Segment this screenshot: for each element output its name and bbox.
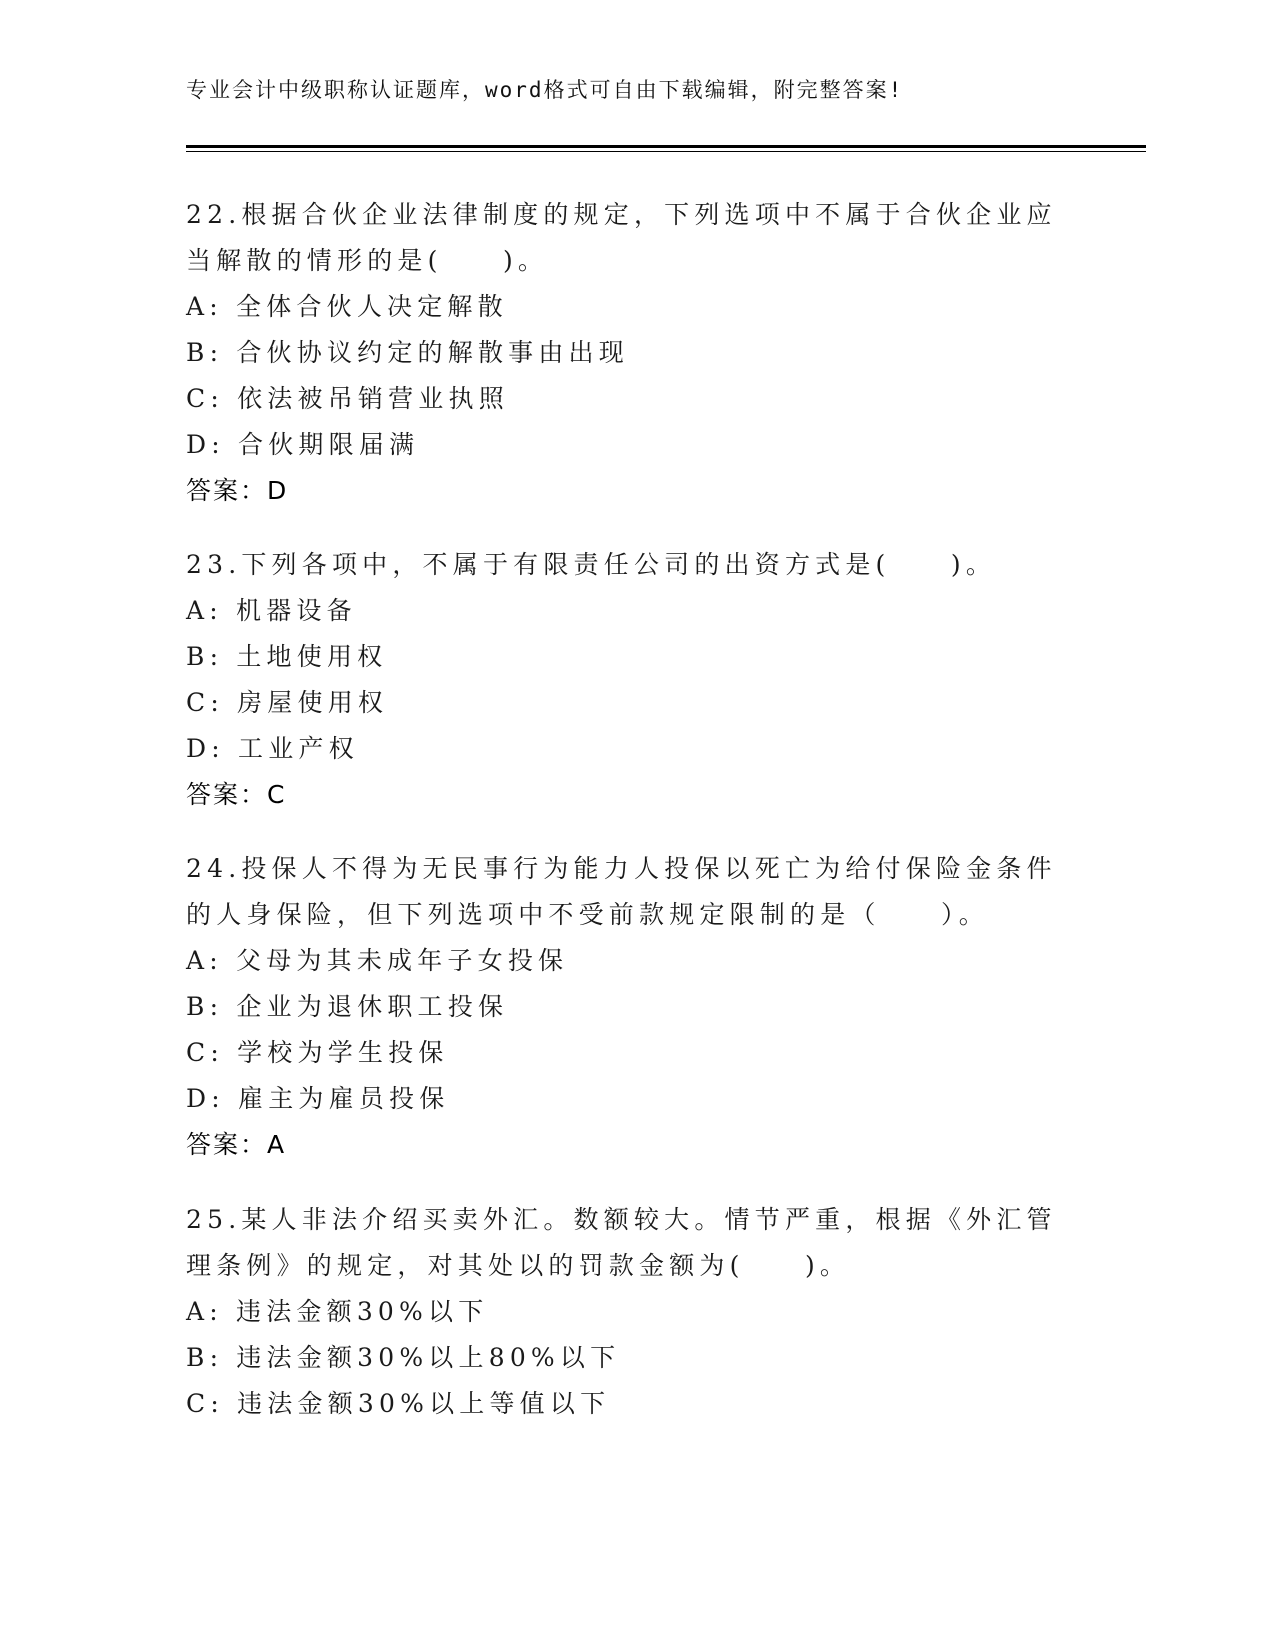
option-d: D: 合伙期限届满	[186, 430, 420, 459]
question-23	[186, 542, 1086, 818]
question-25	[186, 1197, 1086, 1427]
question-stem: 24.投保人不得为无民事行为能力人投保以死亡为给付保险金条件的人身保险，但下列选项中不受前款规定限制的是（ ）。	[186, 854, 1057, 929]
option-c: C: 学校为学生投保	[186, 1038, 449, 1067]
answer-label: 答案：D	[186, 476, 289, 505]
question-24	[186, 846, 1086, 1168]
option-a: A: 全体合伙人决定解散	[186, 292, 508, 321]
option-b: B: 合伙协议约定的解散事由出现	[186, 338, 629, 367]
question-stem: 23.下列各项中，不属于有限责任公司的出资方式是( )。	[186, 550, 997, 579]
answer-label: 答案：A	[186, 1130, 287, 1159]
option-c: C: 房屋使用权	[186, 688, 389, 717]
header-rule-thick	[186, 145, 1146, 148]
question-stem: 25.某人非法介绍买卖外汇。数额较大。情节严重，根据《外汇管理条例》的规定，对其处以的罚款金额为( )。	[186, 1205, 1057, 1280]
option-b: B: 违法金额30%以上80%以下	[186, 1343, 621, 1372]
header-rule-thin	[186, 151, 1146, 152]
option-b: B: 企业为退休职工投保	[186, 992, 509, 1021]
option-d: D: 工业产权	[186, 734, 359, 763]
question-22	[186, 192, 1086, 514]
option-c: C: 违法金额30%以上等值以下	[186, 1389, 611, 1418]
option-c: C: 依法被吊销营业执照	[186, 384, 509, 413]
option-b: B: 土地使用权	[186, 642, 388, 671]
option-a: A: 机器设备	[186, 596, 357, 625]
option-d: D: 雇主为雇员投保	[186, 1084, 450, 1113]
answer-label: 答案：C	[186, 780, 287, 809]
option-a: A: 父母为其未成年子女投保	[186, 946, 569, 975]
question-stem: 22.根据合伙企业法律制度的规定，下列选项中不属于合伙企业应当解散的情形的是( )。	[186, 200, 1057, 275]
option-a: A: 违法金额30%以下	[186, 1297, 489, 1326]
page-header: 专业会计中级职称认证题库，word格式可自由下载编辑，附完整答案!	[186, 78, 904, 102]
